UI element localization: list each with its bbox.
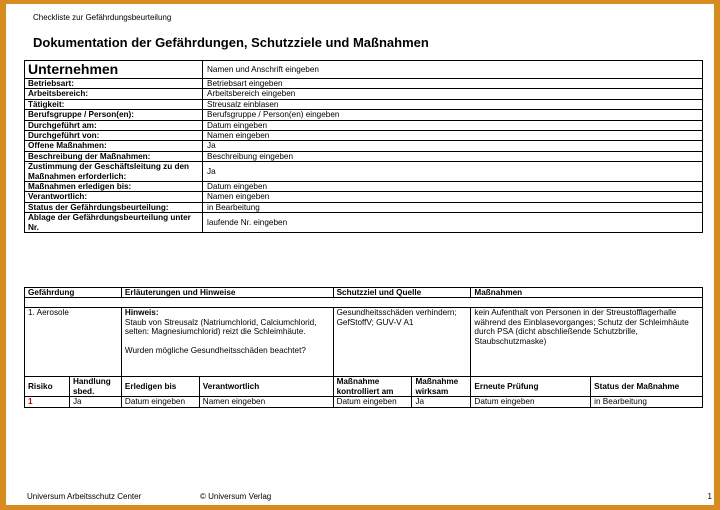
info-row [25, 192, 703, 202]
info-value[interactable]: Datum eingeben [203, 120, 703, 130]
info-value[interactable]: laufende Nr. eingeben [203, 213, 703, 233]
status-value[interactable]: in Bearbeitung [591, 397, 703, 407]
info-value[interactable]: Berufsgruppe / Person(en) eingeben [203, 110, 703, 120]
info-row [25, 99, 703, 109]
info-label: Offene Maßnahmen: [25, 141, 203, 151]
info-value[interactable]: Streusalz einblasen [203, 99, 703, 109]
hazard-name: 1. Aerosole [25, 308, 122, 377]
company-info-table [24, 60, 703, 233]
hazard-schutzziel [333, 308, 471, 377]
kontrolliert-value[interactable]: Datum eingeben [333, 397, 412, 407]
schutzziel-text: Gesundheitsschäden verhindern; [336, 308, 457, 318]
info-value[interactable]: Arbeitsbereich eingeben [203, 89, 703, 99]
hazard-row [25, 308, 703, 377]
measure-row [25, 397, 703, 407]
quelle-text: GefStoffV; GUV-V A1 [336, 317, 414, 327]
wirksam-value[interactable]: Ja [412, 397, 471, 407]
handlung-value[interactable]: Ja [69, 397, 121, 407]
info-row [25, 89, 703, 99]
col-wirksam: Maßnahme wirksam [412, 377, 471, 397]
info-row [25, 213, 703, 233]
info-label: Tätigkeit: [25, 99, 203, 109]
col-risiko: Risiko [25, 377, 70, 397]
erledigen-value[interactable]: Datum eingeben [121, 397, 199, 407]
footer-page-number: 1 [707, 492, 712, 501]
info-value[interactable]: Betriebsart eingeben [203, 79, 703, 89]
col-handlung: Handlung sbed. [69, 377, 121, 397]
info-row [25, 182, 703, 192]
col-verantwortlich: Verantwortlich [199, 377, 333, 397]
footer-publisher: Universum Arbeitsschutz Center [27, 492, 142, 501]
col-schutzziel: Schutzziel und Quelle [333, 288, 471, 298]
col-massnahmen: Maßnahmen [471, 288, 703, 298]
col-kontrolliert: Maßnahme kontrolliert am [333, 377, 412, 397]
info-row [25, 151, 703, 161]
info-row [25, 162, 703, 182]
info-row [25, 61, 703, 79]
info-label: Berufsgruppe / Person(en): [25, 110, 203, 120]
header-note: Checkliste zur Gefährdungsbeurteilung [33, 13, 172, 22]
page-title: Dokumentation der Gefährdungen, Schutzziele und Maßnahmen [33, 35, 429, 50]
hinweis-text: Staub von Streusalz (Natriumchlorid, Calciumchlorid, selten: Magnesiumchlorid) reizt die Schleimhäute. [124, 317, 317, 337]
info-value[interactable]: Datum eingeben [203, 182, 703, 192]
col-gefaehrdung: Gefährdung [25, 288, 122, 298]
col-pruefung: Erneute Prüfung [471, 377, 591, 397]
info-label: Zustimmung der Geschäftsleitung zu den Maßnahmen erforderlich: [25, 162, 203, 182]
info-value[interactable]: Namen eingeben [203, 192, 703, 202]
hazard-massnahme: kein Aufenthalt von Personen in der Streustofflagerhalle während des Einblasevorganges; Schutz der Schleimhäute durch PSA (dicht abschließende Schutzbrille, Staubschutzmaske) [471, 308, 703, 377]
hazard-hinweis [121, 308, 333, 377]
info-row [25, 141, 703, 151]
footer-copyright: © Universum Verlag [200, 492, 272, 501]
info-row [25, 202, 703, 212]
measure-header-row [25, 377, 703, 397]
info-label: Betriebsart: [25, 79, 203, 89]
col-erlaeuterungen: Erläuterungen und Hinweise [121, 288, 333, 298]
info-label: Maßnahmen erledigen bis: [25, 182, 203, 192]
info-label: Verantwortlich: [25, 192, 203, 202]
info-label: Ablage der Gefährdungsbeurteilung unter Nr. [25, 213, 203, 233]
info-row [25, 131, 703, 141]
hinweis-label: Hinweis: [124, 308, 159, 318]
info-label: Durchgeführt am: [25, 120, 203, 130]
info-value[interactable]: Ja [203, 141, 703, 151]
info-row [25, 120, 703, 130]
hazard-table [24, 287, 703, 408]
info-value[interactable]: in Bearbeitung [203, 202, 703, 212]
risk-value[interactable]: 1 [25, 397, 70, 407]
col-erledigen: Erledigen bis [121, 377, 199, 397]
pruefung-value[interactable]: Datum eingeben [471, 397, 591, 407]
info-value[interactable]: Namen eingeben [203, 131, 703, 141]
col-status: Status der Maßnahme [591, 377, 703, 397]
info-label: Arbeitsbereich: [25, 89, 203, 99]
info-value[interactable]: Namen und Anschrift eingeben [203, 61, 703, 79]
hinweis-question: Wurden mögliche Gesundheitsschäden beachtet? [124, 345, 306, 355]
info-row [25, 110, 703, 120]
hazard-header-row [25, 288, 703, 298]
info-label: Durchgeführt von: [25, 131, 203, 141]
info-label: Status der Gefährdungsbeurteilung: [25, 202, 203, 212]
info-value[interactable]: Beschreibung eingeben [203, 151, 703, 161]
info-value[interactable]: Ja [203, 162, 703, 182]
info-row [25, 79, 703, 89]
verantwortlich-value[interactable]: Namen eingeben [199, 397, 333, 407]
info-label: Beschreibung der Maßnahmen: [25, 151, 203, 161]
info-label: Unternehmen [25, 61, 203, 79]
